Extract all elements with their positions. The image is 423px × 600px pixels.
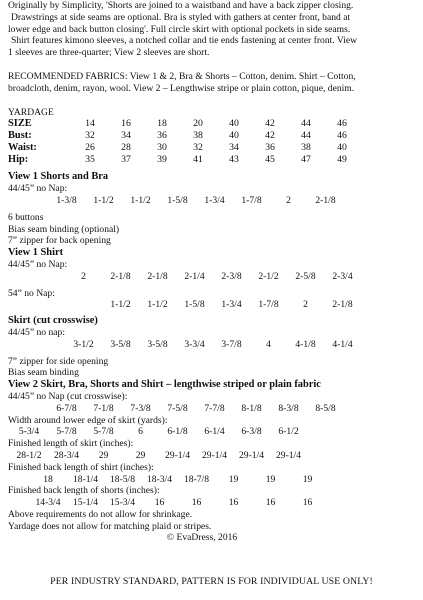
length-cell: 18-7/8	[183, 473, 210, 485]
bust-cell: 36	[157, 130, 167, 142]
waist-cell: 26	[85, 142, 95, 154]
yardage-cell: 2-3/8	[221, 270, 242, 282]
yardage-cell: 3-1/2	[73, 338, 94, 350]
waist-cell: 32	[193, 142, 203, 154]
yardage-cell: 2	[286, 194, 291, 206]
copyright: © EvaDress, 2016	[166, 532, 238, 544]
bust-cell: 38	[193, 130, 203, 142]
length-cell: 16	[228, 497, 239, 509]
view2-width-label: Width around lower edge of skirt (yards):	[8, 414, 168, 426]
intro-line-3: lower edge and back button closing'. Full circle skirt with optional pockets in side seams.	[8, 23, 351, 35]
bust-cell: 34	[121, 130, 131, 142]
length-cell: 14-3/4	[35, 497, 61, 509]
waist-cell: 34	[229, 142, 239, 154]
view1-shorts-bra-fabric: 44/45” no Nap:	[8, 183, 68, 195]
waist-cell: 28	[121, 142, 131, 154]
length-cell: 29-1/4	[238, 449, 265, 461]
length-cell: 19	[265, 473, 276, 485]
hip-label: Hip:	[8, 154, 29, 166]
yardage-cell: 1-1/2	[130, 194, 151, 206]
yardage-cell: 8-5/8	[315, 402, 336, 414]
view2-shirt-length-label: Finished back length of shirt (inches):	[8, 461, 154, 473]
yardage-heading: YARDAGE	[8, 106, 54, 118]
view1-notion-zipper: 7” zipper for back opening	[8, 235, 111, 247]
length-cell: 19	[228, 473, 239, 485]
view2-title: View 2 Skirt, Bra, Shorts and Shirt – lengthwise striped or plain fabric	[8, 379, 321, 391]
yardage-cell: 4-1/4	[332, 338, 353, 350]
size-label: SIZE	[8, 118, 32, 130]
fabrics-line-1: RECOMMENDED FABRICS: View 1 & 2, Bra & Shorts – Cotton, denim. Shirt – Cotton,	[8, 70, 356, 82]
length-cell: 28-1/2	[16, 449, 42, 461]
intro-line-2: Drawstrings at side seams are optional. Bra is styled with gathers at center front, band at	[11, 11, 351, 23]
view1-shirt-yardage-row-1	[8, 271, 416, 283]
bust-cell: 40	[229, 130, 239, 142]
width-cell: 6-1/4	[204, 426, 225, 438]
waist-cell: 40	[337, 142, 347, 154]
size-chart	[8, 118, 360, 166]
width-cell: 6-1/8	[167, 426, 188, 438]
bust-label: Bust:	[8, 130, 32, 142]
yardage-cell: 7-1/8	[93, 402, 114, 414]
size-cell: 20	[193, 118, 203, 130]
size-cell: 44	[301, 118, 311, 130]
fabrics-line-2: broadcloth, denim, rayon, wool. View 2 – Lengthwise stripe or plain cotton, pique, denim.	[8, 82, 355, 94]
length-cell: 16	[265, 497, 276, 509]
hip-cell: 39	[157, 154, 167, 166]
bust-cell: 46	[337, 130, 347, 142]
view2-shirt-length-row	[8, 474, 416, 486]
hip-row	[8, 154, 360, 166]
bust-cell: 44	[301, 130, 311, 142]
yardage-cell: 1-3/4	[204, 194, 225, 206]
yardage-cell: 2-1/8	[110, 270, 131, 282]
yardage-cell: 1-1/2	[147, 299, 168, 311]
length-cell: 18	[43, 473, 53, 485]
yardage-cell: 2-1/4	[184, 270, 205, 282]
bust-cell: 32	[85, 130, 95, 142]
usage-footer: PER INDUSTRY STANDARD, PATTERN IS FOR INDIVIDUAL USE ONLY!	[50, 576, 373, 587]
skirt-title: Skirt (cut crosswise)	[8, 315, 98, 327]
yardage-cell: 2	[81, 270, 86, 282]
waist-row	[8, 142, 360, 154]
width-cell: 6-3/8	[241, 426, 262, 438]
size-cell: 16	[121, 118, 131, 130]
view1-notion-binding: Bias seam binding (optional)	[8, 223, 120, 235]
yardage-cell: 2-1/8	[315, 194, 336, 206]
skirt-fabric: 44/45” no nap:	[8, 326, 66, 338]
length-cell: 29-1/4	[164, 449, 191, 461]
view2-skirt-length-row	[8, 450, 416, 462]
bust-cell: 42	[265, 130, 275, 142]
view1-shirt-fabric-2: 54” no Nap:	[8, 287, 55, 299]
yardage-cell: 3-3/4	[184, 338, 205, 350]
view1-shorts-bra-yardage-row	[8, 195, 416, 207]
yardage-cell: 2	[303, 299, 308, 311]
length-cell: 18-1/4	[72, 473, 99, 485]
skirt-notion-zipper: 7” zipper for side opening	[8, 355, 109, 367]
yardage-cell: 3-7/8	[221, 338, 242, 350]
view2-width-row	[8, 426, 416, 438]
intro-line-5: 1 sleeves are three-quarter; View 2 sleeves are short.	[8, 47, 210, 59]
yardage-cell: 1-3/8	[56, 194, 77, 206]
size-cell: 18	[157, 118, 167, 130]
size-cell: 40	[229, 118, 239, 130]
length-cell: 29-1/4	[275, 449, 302, 461]
width-cell: 5-7/8	[56, 426, 77, 438]
length-cell: 16	[154, 497, 165, 509]
yardage-cell: 4-1/8	[295, 338, 316, 350]
yardage-cell: 2-1/8	[332, 299, 353, 311]
yardage-cell: 1-1/2	[110, 299, 131, 311]
length-cell: 29	[135, 449, 146, 461]
view1-shirt-title: View 1 Shirt	[8, 247, 64, 259]
yardage-cell: 7-5/8	[167, 402, 188, 414]
waist-cell: 30	[157, 142, 167, 154]
length-cell: 29-1/4	[201, 449, 228, 461]
skirt-notion-binding: Bias seam binding	[8, 367, 79, 379]
hip-cell: 45	[265, 154, 275, 166]
waist-label: Waist:	[8, 142, 37, 154]
note-shrinkage: Above requirements do not allow for shrinkage.	[8, 508, 193, 520]
note-matching: Yardage does not allow for matching plaid or stripes.	[8, 520, 212, 532]
view1-notion-buttons: 6 buttons	[8, 211, 44, 223]
view2-skirt-length-label: Finished length of skirt (inches):	[8, 438, 134, 450]
length-cell: 19	[302, 473, 313, 485]
yardage-cell: 1-3/4	[221, 299, 242, 311]
hip-cell: 47	[301, 154, 311, 166]
hip-cell: 49	[337, 154, 347, 166]
yardage-cell: 1-1/2	[93, 194, 114, 206]
yardage-cell: 8-3/8	[278, 402, 299, 414]
yardage-cell: 1-7/8	[241, 194, 262, 206]
yardage-cell: 1-5/8	[184, 299, 205, 311]
yardage-cell: 2-5/8	[295, 270, 316, 282]
width-cell: 6-1/2	[278, 426, 299, 438]
yardage-cell: 3-5/8	[147, 338, 168, 350]
yardage-cell: 7-3/8	[130, 402, 151, 414]
waist-cell: 38	[301, 142, 311, 154]
size-cell: 42	[265, 118, 275, 130]
length-cell: 28-3/4	[53, 449, 80, 461]
yardage-cell: 6-7/8	[56, 402, 77, 414]
yardage-cell: 3-5/8	[110, 338, 131, 350]
width-cell: 6	[138, 426, 143, 438]
size-row	[8, 118, 360, 130]
pattern-document	[8, 0, 416, 544]
view2-shorts-length-row	[8, 497, 416, 509]
view2-fabric: 44/45” no Nap (cut crosswise):	[8, 390, 128, 402]
yardage-cell: 1-7/8	[258, 299, 279, 311]
length-cell: 16	[302, 497, 313, 509]
yardage-cell: 2-3/4	[332, 270, 353, 282]
bust-row	[8, 130, 360, 142]
hip-cell: 41	[193, 154, 203, 166]
view1-shorts-bra-title: View 1 Shorts and Bra	[8, 171, 109, 183]
waist-cell: 36	[265, 142, 275, 154]
width-cell: 5-3/4	[18, 426, 40, 438]
intro-line-1: Originally by Simplicity, 'Shorts are joined to a waistband and have a back zipper closing.	[8, 0, 354, 11]
yardage-cell: 1-5/8	[167, 194, 188, 206]
view2-shorts-length-label: Finished back length of shorts (inches):	[8, 485, 160, 497]
view1-shirt-yardage-row-2	[8, 299, 416, 311]
hip-cell: 43	[229, 154, 239, 166]
yardage-cell: 4	[266, 338, 271, 350]
skirt-yardage-row	[8, 339, 416, 351]
width-cell: 5-7/8	[93, 426, 114, 438]
length-cell: 15-1/4	[72, 497, 99, 509]
length-cell: 16	[191, 497, 202, 509]
intro-line-4: Shirt features kimono sleeves, a notched collar and tie ends fastening at center front. View	[11, 35, 358, 47]
size-cell: 14	[85, 118, 95, 130]
yardage-cell: 8-1/8	[241, 402, 262, 414]
view2-yardage-row	[8, 403, 416, 415]
yardage-cell: 7-7/8	[204, 402, 225, 414]
hip-cell: 35	[85, 154, 95, 166]
hip-cell: 37	[121, 154, 131, 166]
length-cell: 15-3/4	[109, 497, 136, 509]
length-cell: 29	[98, 449, 109, 461]
size-cell: 46	[337, 118, 347, 130]
view1-shirt-fabric-1: 44/45” no Nap:	[8, 258, 68, 270]
length-cell: 18-5/8	[109, 473, 136, 485]
yardage-cell: 2-1/2	[258, 270, 279, 282]
length-cell: 18-3/4	[146, 473, 173, 485]
yardage-cell: 2-1/8	[147, 270, 168, 282]
